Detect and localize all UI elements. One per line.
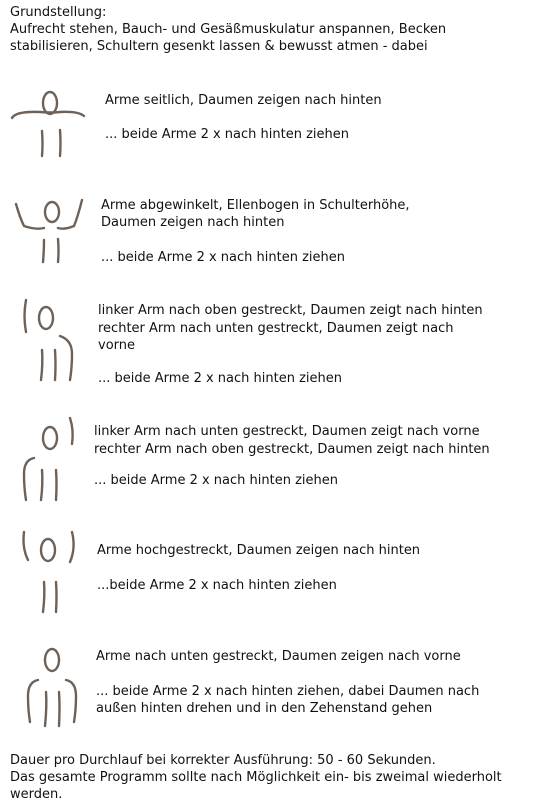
- exercise-3-description: rechter Arm nach unten gestreckt, Daumen zeigt nach: [98, 321, 454, 336]
- exercise-4-action: ... beide Arme 2 x nach hinten ziehen: [94, 473, 338, 488]
- exercise-3-description: vorne: [98, 338, 136, 353]
- exercise-4-description: linker Arm nach unten gestreckt, Daumen zeigt nach vorne: [94, 424, 480, 439]
- intro-line: stabilisieren, Schultern gesenkt lassen & bewusst atmen - dabei: [10, 39, 428, 54]
- exercise-3-action: ... beide Arme 2 x nach hinten ziehen: [98, 371, 342, 386]
- figure-left-down-right-up-icon: [12, 414, 82, 504]
- figure-arms-bent-icon: [8, 196, 90, 268]
- figure-arms-sideways-icon: [8, 88, 90, 160]
- exercise-2-action: ... beide Arme 2 x nach hinten ziehen: [101, 250, 345, 265]
- exercise-6-action: ... beide Arme 2 x nach hinten ziehen, dabei Daumen nach: [96, 684, 480, 699]
- exercise-1-action: ... beide Arme 2 x nach hinten ziehen: [105, 127, 349, 142]
- intro-line: Aufrecht stehen, Bauch- und Gesäßmuskulatur anspannen, Becken: [10, 22, 447, 37]
- figure-arms-up-icon: [14, 526, 84, 616]
- intro-heading: Grundstellung:: [10, 5, 107, 20]
- figure-left-up-right-down-icon: [12, 296, 82, 386]
- exercise-3-description: linker Arm nach oben gestreckt, Daumen zeigt nach hinten: [98, 303, 483, 318]
- exercise-6-description: Arme nach unten gestreckt, Daumen zeigen nach vorne: [96, 649, 461, 664]
- footer-repeat: werden.: [10, 787, 63, 802]
- exercise-2-description: Arme abgewinkelt, Ellenbogen in Schulterhöhe,: [101, 198, 410, 213]
- exercise-1-description: Arme seitlich, Daumen zeigen nach hinten: [105, 93, 382, 108]
- exercise-5-action: ...beide Arme 2 x nach hinten ziehen: [97, 578, 337, 593]
- exercise-4-description: rechter Arm nach oben gestreckt, Daumen zeigt nach hinten: [94, 442, 490, 457]
- figure-arms-down-icon: [14, 642, 84, 732]
- exercise-6-action: außen hinten drehen und in den Zehenstand gehen: [96, 701, 433, 716]
- footer-duration: Dauer pro Durchlauf bei korrekter Ausführung: 50 - 60 Sekunden.: [10, 753, 436, 768]
- footer-repeat: Das gesamte Programm sollte nach Möglichkeit ein- bis zweimal wiederholt: [10, 770, 502, 785]
- exercise-5-description: Arme hochgestreckt, Daumen zeigen nach hinten: [97, 543, 421, 558]
- exercise-2-description: Daumen zeigen nach hinten: [101, 215, 285, 230]
